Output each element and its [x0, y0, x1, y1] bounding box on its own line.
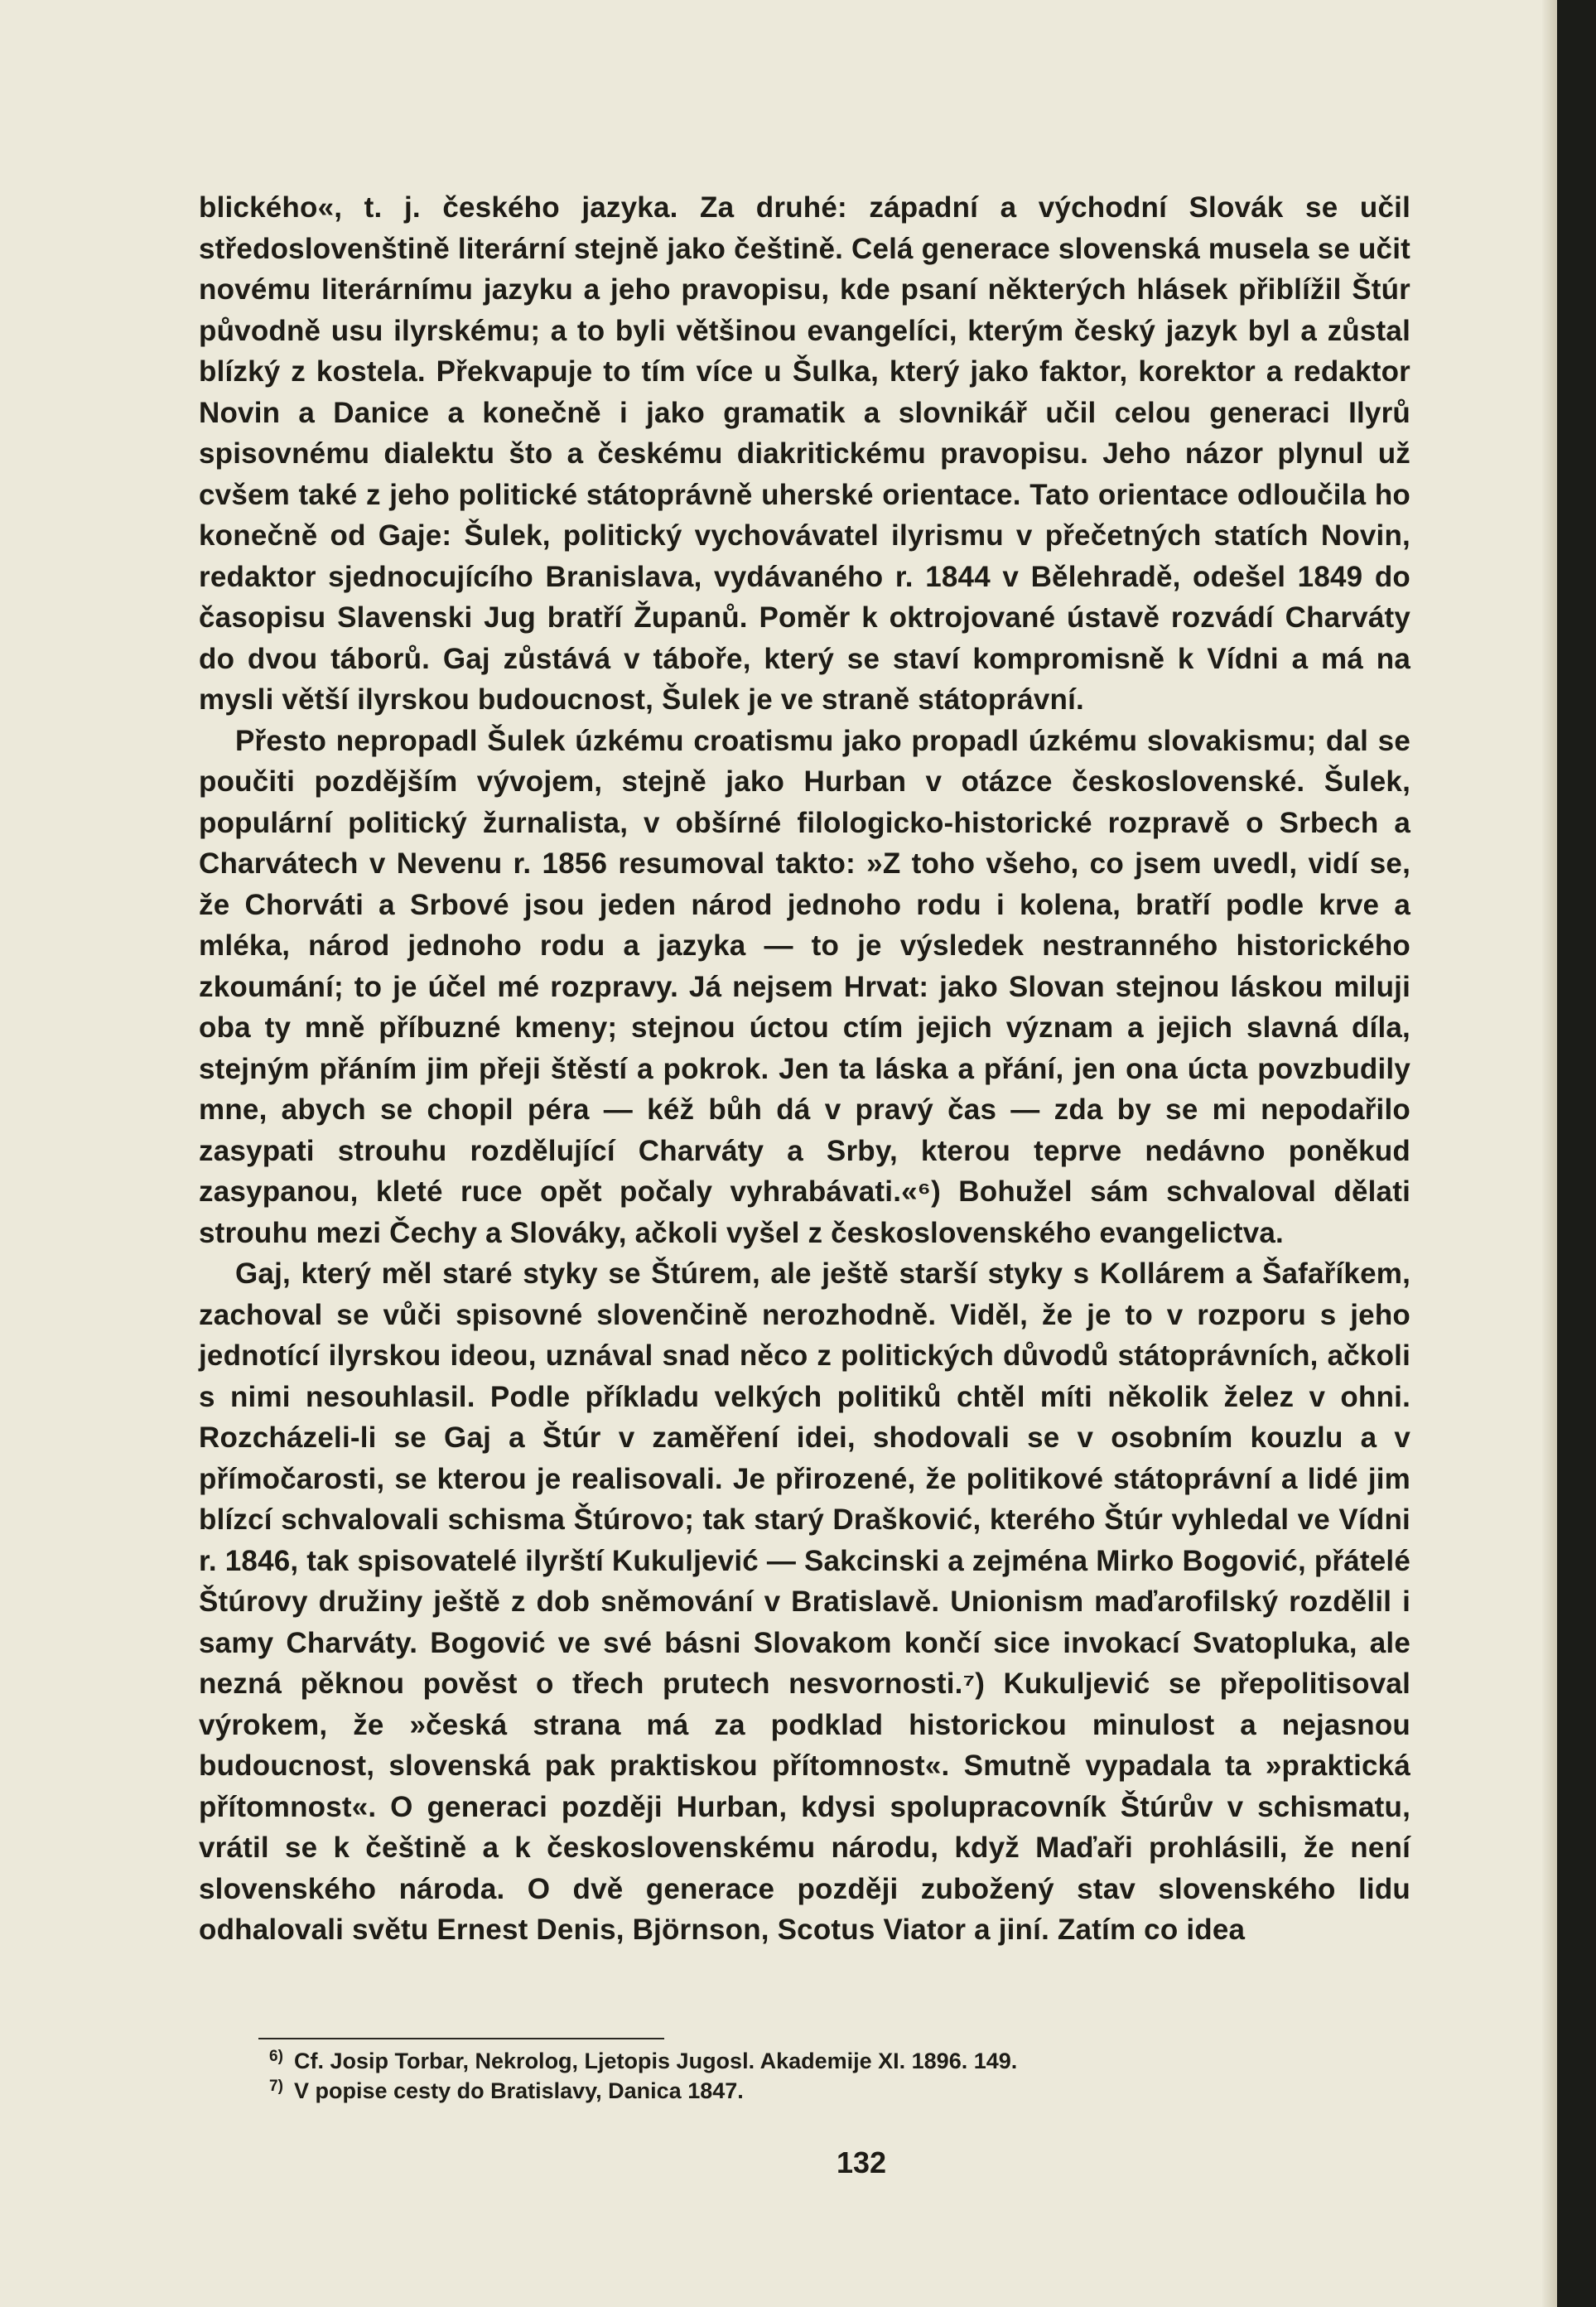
- footnote-text: Cf. Josip Torbar, Nekrolog, Ljetopis Jugosl. Akademije XI. 1896. 149.: [294, 2049, 1018, 2073]
- paragraph-3: Gaj, který měl staré styky se Štúrem, ale ještě starší styky s Kollárem a Šafaříkem, zachoval se vůči spisovné slovenčině nerozhodně. Viděl, že je to v rozporu s jeho jednotící ilyrskou ideou, uznával snad něco z politických důvodů státoprávních, ačkoli s nimi nesouhlasil. Podle příkladu velkých politiků chtěl míti několik želez v ohni. Rozcházeli-li se Gaj a Štúr v zaměření idei, shodovali se v osobním kouzlu a v přímočarosti, se kterou je realisovali. Je přirozené, že politikové státoprávní a lidé jim blízcí schvalovali schisma Štúrovo; tak starý Drašković, kterého Štúr vyhledal ve Vídni r. 1846, tak spisovatelé ilyrští Kukuljević — Sakcinski a zejména Mirko Bogović, přátelé Štúrovy družiny ještě z dob sněmování v Bratislavě. Unionism maďarofilský rozdělil i samy Charváty. Bogović ve své básni Slovakom končí sice invokací Svatopluka, ale nezná pěknou pověst o třech prutech nesvornosti.⁷) Kukuljević se přepolitisoval výrokem, že »česká strana má za podklad historickou minulost a nejasnou budoucnost, slovenská pak praktiskou přítomnost«. Smutně vypadala ta »praktická přítomnost«. O generaci později Hurban, kdysi spolupracovník Štúrův v schismatu, vrátil se k češtině a k československému národu, když Maďaři prohlásili, že není slovenského národa. O dvě generace později zubožený stav slovenského lidu odhalovali světu Ernest Denis, Björnson, Scotus Viator a jiní. Zatím co idea: [199, 1257, 1410, 1946]
- footnote-7: [269, 2076, 1371, 2106]
- footnotes: [269, 2046, 1371, 2106]
- footnote-6: [269, 2046, 1371, 2076]
- footnote-mark: 7): [269, 2078, 283, 2095]
- footnote-divider: [258, 2038, 664, 2039]
- footnote-text: V popise cesty do Bratislavy, Danica 1847.: [294, 2078, 744, 2103]
- page-spine-shadow: [1542, 0, 1557, 2307]
- body-text: [199, 187, 1410, 1951]
- page-number: 132: [836, 2145, 887, 2179]
- paragraph-1: blického«, t. j. českého jazyka. Za druhé: západní a východní Slovák se učil středoslovenštině literární stejně jako češtině. Celá generace slovenská musela se učit novému literárnímu jazyku a jeho pravopisu, kde psaní některých hlásek přiblížil Štúr původně usu ilyrskému; a to byli většinou evangelíci, kterým český jazyk byl a zůstal blízký z kostela. Překvapuje to tím více u Šulka, který jako faktor, korektor a redaktor Novin a Danice a konečně i jako gramatik a slovnikář učil celou generaci Ilyrů spisovnému dialektu što a českému diakritickému pravopisu. Jeho názor plynul už cvšem také z jeho politické státoprávně uherské orientace. Tato orientace odloučila ho konečně od Gaje: Šulek, politický vychovávatel ilyrismu v přečetných statích Novin, redaktor sjednocujícího Branislava, vydávaného r. 1844 v Bělehradě, odešel 1849 do časopisu Slavenski Jug bratří Županů. Poměr k oktrojované ústavě rozvádí Charváty do dvou táborů. Gaj zůstává v táboře, který se staví kompromisně k Vídni a má na mysli větší ilyrskou budoucnost, Šulek je ve straně státoprávní.: [199, 191, 1410, 716]
- paragraph-2: Přesto nepropadl Šulek úzkému croatismu jako propadl úzkému slovakismu; dal se poučiti pozdějším vývojem, stejně jako Hurban v otázce československé. Šulek, populární politický žurnalista, v obšírné filologicko-historické rozpravě o Srbech a Charvátech v Nevenu r. 1856 resumoval takto: »Z toho všeho, co jsem uvedl, vidí se, že Chorváti a Srbové jsou jeden národ jednoho rodu i kolena, bratří podle krve a mléka, národ jednoho rodu a jazyka — to je výsledek nestranného historického zkoumání; to je účel mé rozpravy. Já nejsem Hrvat: jako Slovan stejnou láskou miluji oba ty mně příbuzné kmeny; stejnou úctou ctím jejich význam a jejich slavná díla, stejným přáním jim přeji štěstí a pokrok. Jen ta láska a přání, jen ona úcta povzbudily mne, abych se chopil péra — kéž bůh dá v pravý čas — zda by se mi nepodařilo zasypati strouhu rozdělující Charváty a Srby, kterou teprve nedávno poněkud zasypanou, kleté ruce opět počaly vyhrabávati.«⁶) Bohužel sám schvaloval dělati strouhu mezi Čechy a Slováky, ačkoli vyšel z československého evangelictva.: [199, 724, 1410, 1249]
- footnote-mark: 6): [269, 2048, 283, 2065]
